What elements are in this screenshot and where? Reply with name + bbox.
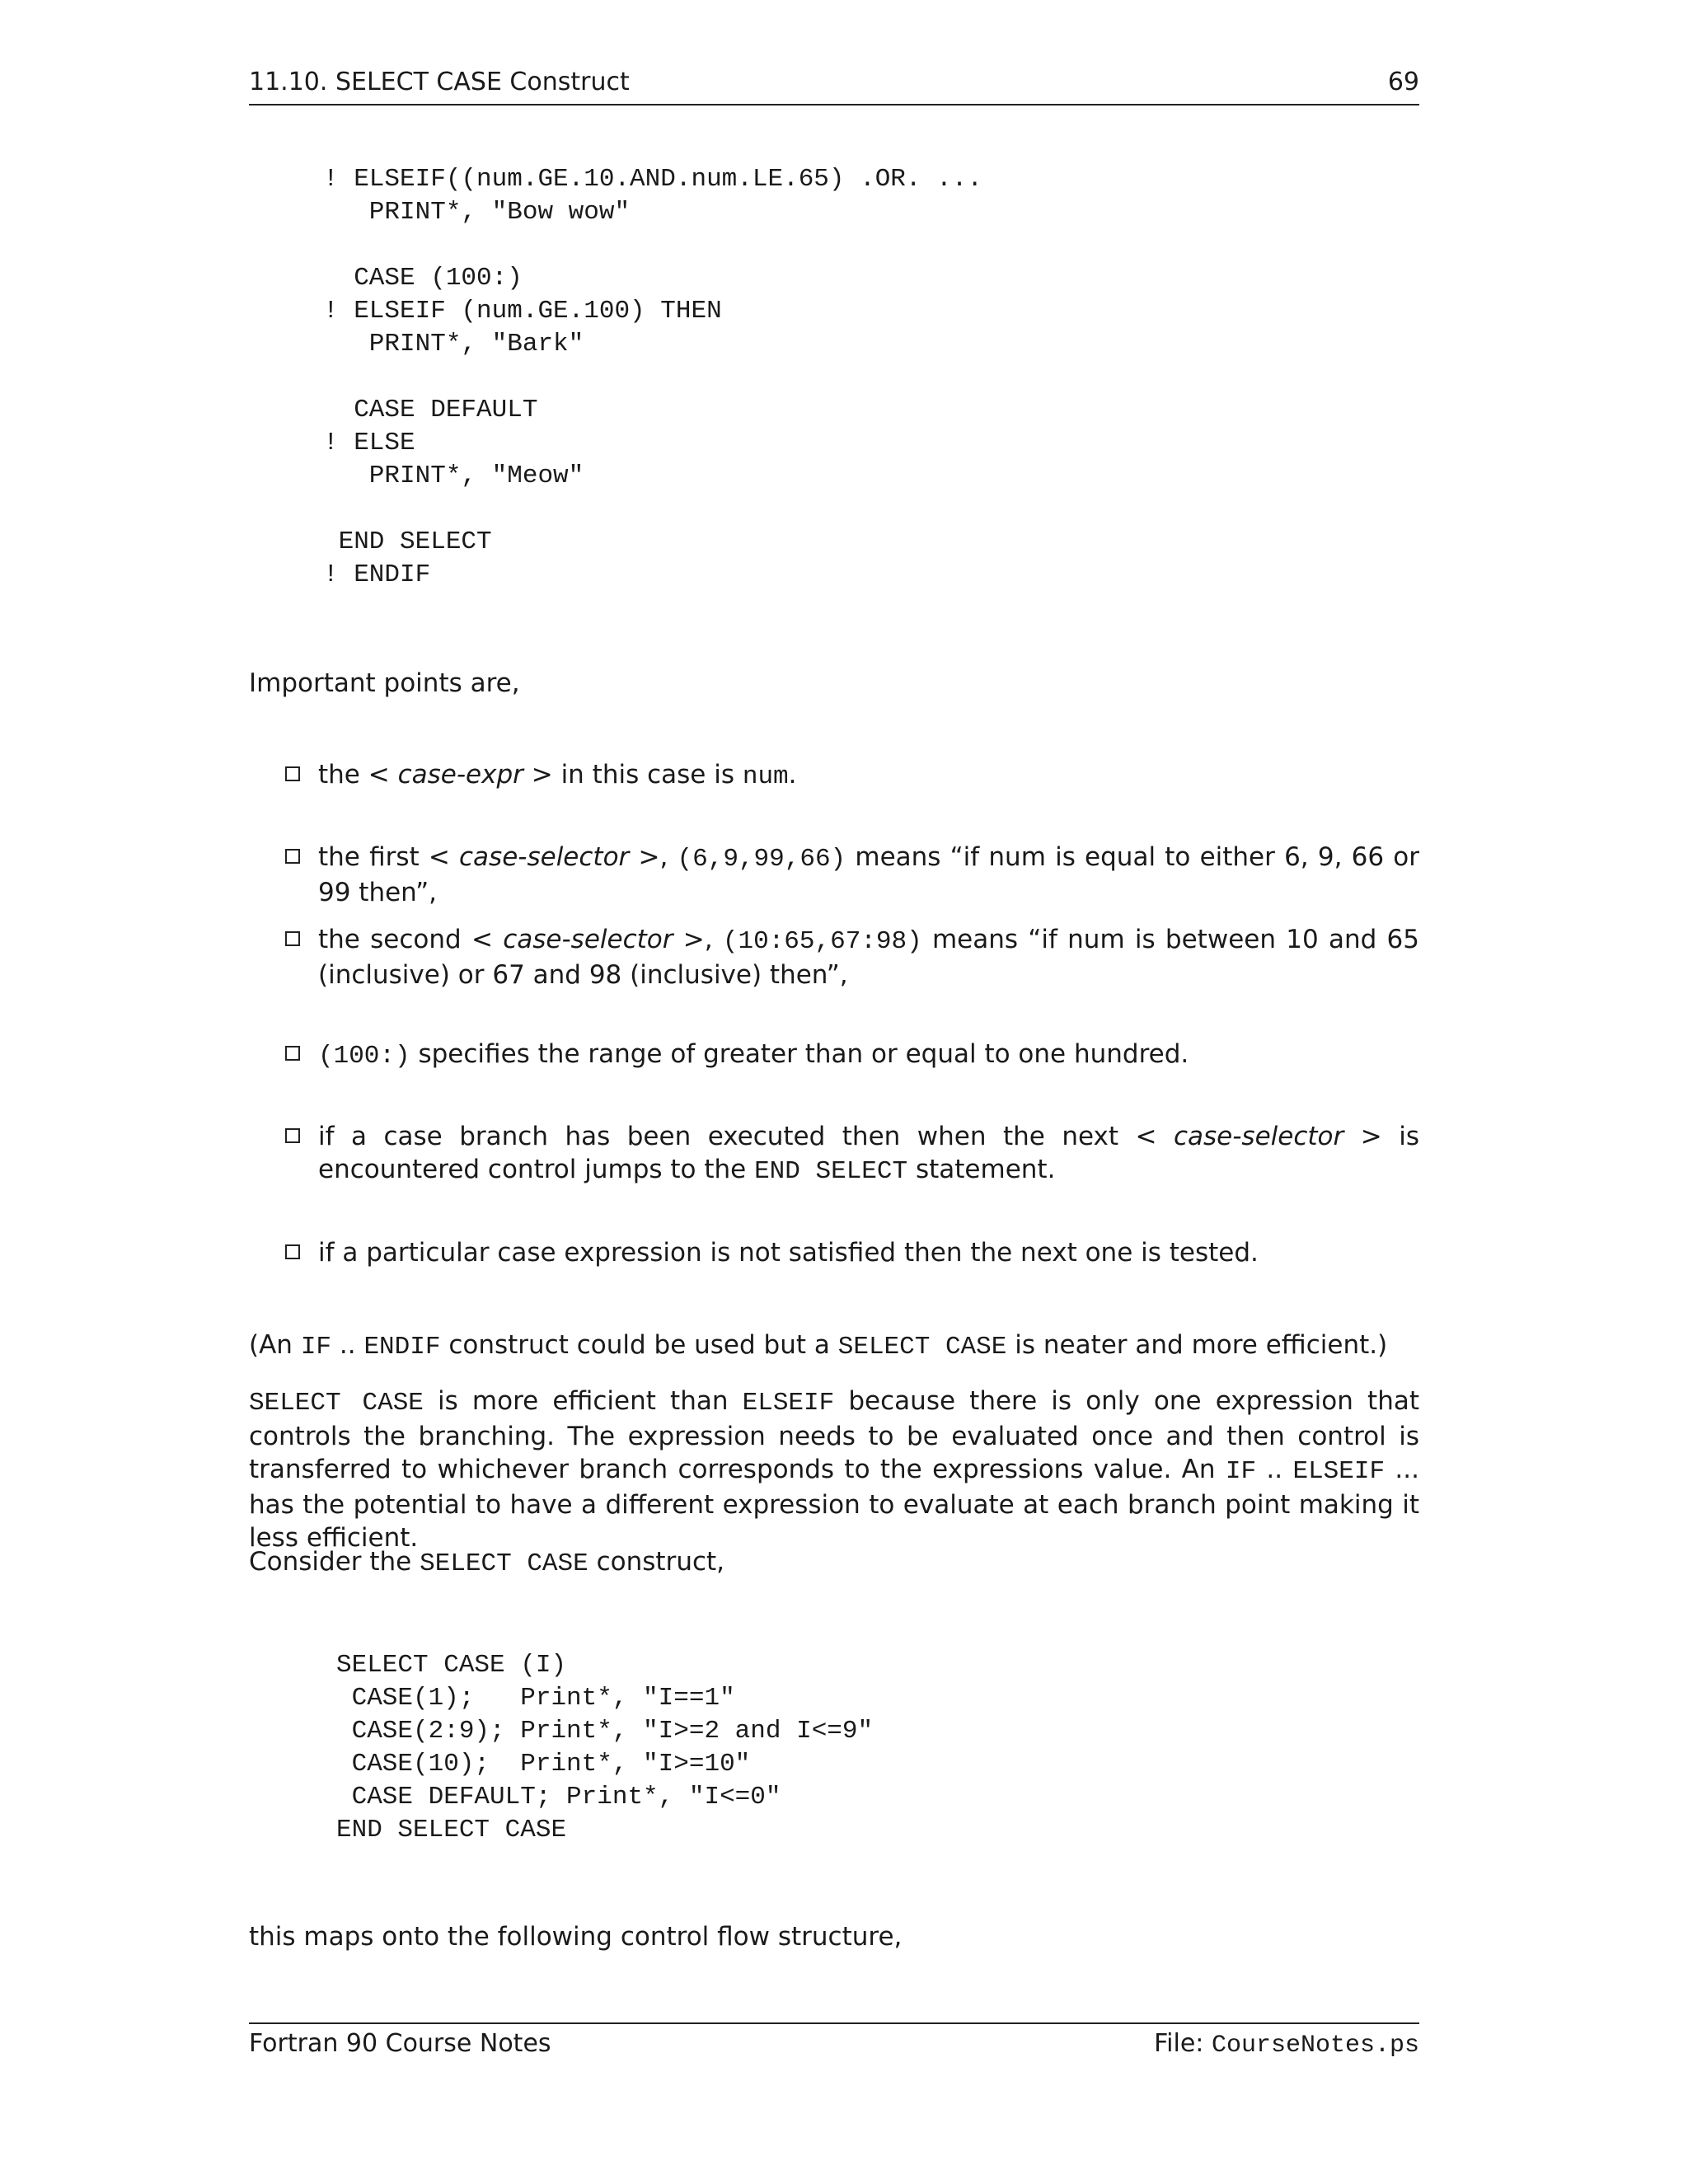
bullet-text: the first < case-selector >, (6,9,99,66) means “if num is equal to either 6, 9, 66 or 99 then”, bbox=[318, 842, 1419, 907]
code-line: CASE(1); Print*, "I==1" bbox=[336, 1684, 735, 1713]
checkbox-bullet-icon bbox=[285, 1046, 300, 1061]
page-footer bbox=[249, 2022, 1419, 2060]
page-number: 69 bbox=[1387, 68, 1419, 96]
code-block-select-case-example bbox=[336, 1649, 873, 1847]
bullet-item bbox=[285, 923, 1419, 991]
code-line: ! ENDIF bbox=[323, 560, 431, 589]
bullet-item bbox=[285, 1236, 1419, 1269]
bullet-item bbox=[285, 1038, 1419, 1073]
bullet-text: if a particular case expression is not satisfied then the next one is tested. bbox=[318, 1238, 1259, 1268]
code-line: PRINT*, "Bark" bbox=[323, 330, 584, 359]
code-line: CASE(2:9); Print*, "I>=2 and I<=9" bbox=[336, 1717, 874, 1746]
bullet-item bbox=[285, 758, 1419, 794]
code-line: PRINT*, "Meow" bbox=[323, 462, 584, 490]
footer-file-name: CourseNotes.ps bbox=[1211, 2032, 1419, 2060]
section-title: 11.10. SELECT CASE Construct bbox=[249, 68, 630, 96]
intro-text: Important points are, bbox=[249, 668, 520, 698]
checkbox-bullet-icon bbox=[285, 1244, 300, 1259]
code-line: ! ELSEIF (num.GE.100) THEN bbox=[323, 297, 722, 326]
code-line: CASE DEFAULT; Print*, "I<=0" bbox=[336, 1783, 781, 1811]
footer-file: File: CourseNotes.ps bbox=[1154, 2029, 1419, 2060]
bullet-text: (100:) specifies the range of greater than or equal to one hundred. bbox=[318, 1039, 1189, 1071]
footer-course-title: Fortran 90 Course Notes bbox=[249, 2029, 551, 2058]
bullet-text: if a case branch has been executed then when the next < case-selector > is encountered control jumps to the END SELECT statement. bbox=[318, 1122, 1419, 1186]
code-line: SELECT CASE (I) bbox=[336, 1651, 567, 1680]
code-line: END SELECT CASE bbox=[336, 1816, 567, 1844]
code-line: CASE (100:) bbox=[323, 264, 523, 293]
closing-text: this maps onto the following control flow structure, bbox=[249, 1922, 903, 1952]
efficiency-paragraph: SELECT CASE is more efficient than ELSEIF because there is only one expression that controls the branching. The expression needs to be evaluated once and then control is transferred to whichever branch corresponds to the expressions value. An IF .. ELSEIF ... has the potential to have a different expression to evaluate at each branch point making it less efficient. bbox=[249, 1386, 1419, 1553]
code-line: PRINT*, "Bow wow" bbox=[323, 198, 631, 227]
checkbox-bullet-icon bbox=[285, 766, 300, 781]
checkbox-bullet-icon bbox=[285, 849, 300, 864]
checkbox-bullet-icon bbox=[285, 1128, 300, 1143]
bullet-item bbox=[285, 1120, 1419, 1188]
note-paragraph: (An IF .. ENDIF construct could be used but a SELECT CASE is neater and more efficient.) bbox=[249, 1330, 1388, 1361]
checkbox-bullet-icon bbox=[285, 931, 300, 946]
consider-paragraph: Consider the SELECT CASE construct, bbox=[249, 1547, 725, 1578]
code-line: CASE(10); Print*, "I>=10" bbox=[336, 1750, 751, 1779]
bullet-text: the < case-expr > in this case is num. bbox=[318, 760, 797, 791]
code-line: ! ELSE bbox=[323, 429, 415, 457]
bullet-text: the second < case-selector >, (10:65,67:98) means “if num is between 10 and 65 (inclusive) or 67 and 98 (inclusive) then”, bbox=[318, 925, 1419, 990]
code-line: END SELECT bbox=[323, 527, 492, 556]
code-block-select-case-tail bbox=[323, 163, 982, 592]
bullet-item bbox=[285, 841, 1419, 909]
page-header bbox=[249, 68, 1419, 105]
code-line: CASE DEFAULT bbox=[323, 396, 538, 424]
code-line: ! ELSEIF((num.GE.10.AND.num.LE.65) .OR. ... bbox=[323, 165, 982, 194]
